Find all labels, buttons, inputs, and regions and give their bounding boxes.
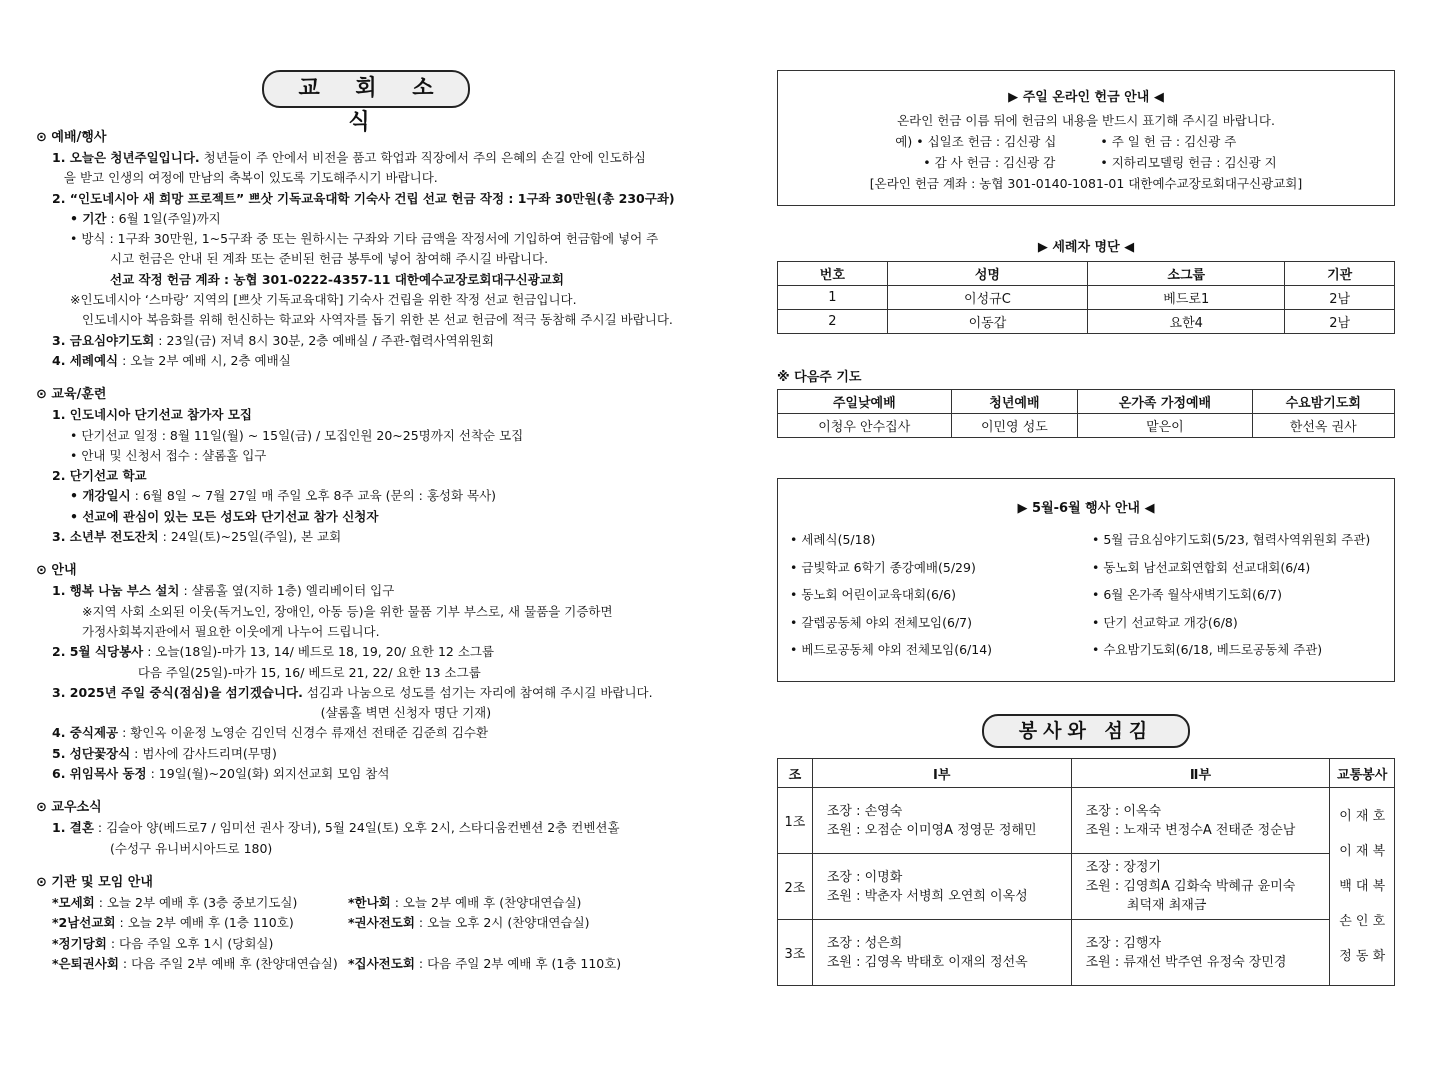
- section-heading: ⊙ 교우소식: [36, 800, 102, 816]
- service-line: 최덕재 최재금: [1085, 898, 1207, 913]
- news-line: [36, 486, 696, 506]
- offering-examples-left: [895, 131, 1056, 173]
- prayer-heading: ※ 다음주 기도: [777, 370, 862, 385]
- news-line: [36, 426, 696, 446]
- news-line-text: : 샬롬홀 옆(지하 1층) 엘리베이터 입구: [179, 583, 395, 599]
- org-row: [36, 934, 696, 954]
- org-info: : 다음 주일 2부 예배 후 (찬양대연습실): [118, 955, 338, 971]
- event-item: • 세례식(5/18): [790, 532, 876, 547]
- news-line-bold: 1. 결혼: [52, 820, 94, 836]
- org-name: *정기당회: [52, 935, 107, 951]
- news-line-text: 을 받고 인생의 여정에 만남의 축복이 있도록 기도해주시기 바랍니다.: [52, 170, 438, 186]
- example-sunday: • 주 일 헌 금 : 김신광 주: [1100, 134, 1237, 149]
- prayer-header-cell: 주일낮예배: [778, 390, 952, 414]
- section-heading: ⊙ 교육/훈련: [36, 387, 107, 403]
- right-column: [777, 70, 1395, 986]
- service-header-cell: Ⅱ부: [1071, 759, 1330, 788]
- service-row: [778, 854, 1395, 920]
- service-header-cell: 교통봉사: [1330, 759, 1395, 788]
- news-line: [36, 168, 696, 188]
- news-line: [36, 148, 696, 168]
- news-line: [36, 764, 696, 784]
- org-info: : 오늘 오후 2시 (찬양대연습실): [414, 915, 590, 931]
- service-part1: [812, 854, 1071, 920]
- news-line-bold: • 기간: [70, 210, 107, 226]
- service-part1: [812, 788, 1071, 854]
- event-item: • 6월 온가족 월삭새벽기도회(6/7): [1092, 587, 1282, 602]
- org-right: [348, 913, 590, 933]
- news-line-bold: 2. 단기선교 학교: [52, 468, 147, 484]
- example-tithe: • 십일조 헌금 : 김신광 십: [916, 134, 1057, 149]
- events-heading: ▶ 5월-6월 행사 안내 ◀: [1017, 501, 1155, 516]
- example-thanks: • 감 사 헌금 : 김신광 감: [923, 155, 1056, 170]
- news-line: [36, 723, 696, 743]
- prayer-header-cell: 청년예배: [951, 390, 1078, 414]
- news-line-text: : 오늘(18일)-마가 13, 14/ 베드로 18, 19, 20/ 요한 12 소그룹: [143, 644, 495, 660]
- service-header-cell: Ⅰ부: [812, 759, 1071, 788]
- service-line: 조원 : 김영희A 김화숙 박혜규 윤미숙: [1085, 879, 1296, 894]
- news-line: [36, 744, 696, 764]
- news-line-text: : 범사에 감사드리며(무명): [130, 745, 277, 761]
- news-line-text: : 19일(월)~20일(화) 외지선교회 모임 참석: [146, 766, 390, 782]
- offering-examples: [778, 131, 1394, 173]
- service-body: [778, 788, 1395, 986]
- events-box: [777, 478, 1395, 682]
- traffic-name: 백 대 복: [1339, 879, 1386, 894]
- news-line-bold: 2. “인도네시아 새 희망 프로젝트” 쁘삿 기독교육대학 기숙사 건립 선교 헌금 작정 : 1구좌 30만원(총 230구좌): [52, 190, 675, 206]
- example-remodel: • 지하리모델링 헌금 : 김신광 지: [1100, 155, 1277, 170]
- news-line-text: 가정사회복지관에서 필요한 이웃에게 나누어 드립니다.: [82, 623, 380, 639]
- news-line-text: (수성구 유니버시아드로 180): [110, 840, 273, 856]
- org-left: [52, 954, 348, 974]
- prayer-header-cell: 온가족 가정예배: [1078, 390, 1252, 414]
- service-line: 조장 : 성은희: [826, 935, 903, 951]
- service-part2: [1071, 920, 1330, 986]
- news-line-text: : 6월 1일(주일)까지: [106, 210, 221, 226]
- news-line-bold: 3. 2025년 주일 중식(점심)을 섬기겠습니다.: [52, 684, 303, 700]
- news-line-text: ※지역 사회 소외된 이웃(독거노인, 장애인, 아동 등)을 위한 물품 기부 부스로, 새 물품을 기증하면: [82, 603, 613, 619]
- org-name: *한나회: [348, 894, 391, 910]
- news-line: [36, 507, 696, 527]
- news-line-text: : 오늘 2부 예배 시, 2층 예배실: [118, 352, 291, 368]
- news-sections: [36, 126, 696, 859]
- offering-examples-right: [1100, 131, 1276, 173]
- event-item: • 수요밤기도회(6/18, 베드로공동체 주관): [1092, 642, 1323, 657]
- news-line-bold: 1. 인도네시아 단기선교 참가자 모집: [52, 407, 252, 423]
- events-list: [790, 526, 1382, 664]
- baptism-cell: 2: [778, 310, 888, 334]
- org-name: *2남선교회: [52, 915, 116, 931]
- baptism-body: [778, 286, 1395, 334]
- org-section: [36, 871, 696, 974]
- service-line: 조장 : 김행자: [1085, 935, 1162, 951]
- news-section: [36, 796, 696, 859]
- news-line-bold: 2. 5월 식당봉사: [52, 644, 144, 660]
- service-part1: [812, 920, 1071, 986]
- news-line: [36, 405, 696, 425]
- news-line-text: (샬롬홀 벽면 신청자 명단 기재): [110, 705, 492, 721]
- section-heading: ⊙ 예배/행사: [36, 130, 107, 145]
- event-item: • 동노회 어린이교육대회(6/6): [790, 587, 956, 602]
- news-line: [36, 189, 696, 209]
- news-line-text: 다음 주일(25일)-마가 15, 16/ 베드로 21, 22/ 요한 13 소그룹: [110, 664, 481, 680]
- org-row: [36, 913, 696, 933]
- prayer-row: [778, 414, 1395, 438]
- news-line: [36, 602, 696, 622]
- org-heading: ⊙ 기관 및 모임 안내: [36, 874, 153, 890]
- service-line: 조원 : 오점순 이미영A 정영문 정해민: [826, 822, 1037, 838]
- news-line-text: 시고 헌금은 안내 된 계좌 또는 준비된 헌금 봉투에 넣어 참여해 주시길 바랍니다.: [110, 251, 549, 267]
- example-lead: 예): [895, 134, 913, 149]
- baptism-cell: 2남: [1285, 286, 1395, 310]
- org-left: [52, 913, 348, 933]
- news-line-text: : 황인옥 이윤정 노영순 김인덕 신경수 류재선 전태준 김준희 김수환: [118, 725, 489, 741]
- news-line-bold: 1. 오늘은 청년주일입니다.: [52, 150, 200, 165]
- baptism-cell: 이성규C: [887, 286, 1088, 310]
- org-row: [36, 893, 696, 913]
- news-line-text: ※인도네시아 ‘스마랑’ 지역의 [쁘삿 기독교육대학] 기숙사 건립을 위한 작정 선교 헌금입니다.: [70, 292, 577, 308]
- service-part2: [1071, 854, 1330, 920]
- org-info: : 다음 주일 오후 1시 (당회실): [106, 935, 274, 951]
- service-line: 조원 : 노재국 변정수A 전태준 정순남: [1085, 822, 1296, 838]
- service-line: 조원 : 박춘자 서병희 오연희 이옥성: [826, 888, 1028, 904]
- news-line-bold: 6. 위임목사 동정: [52, 766, 147, 782]
- org-left: [52, 934, 348, 954]
- service-line: 조장 : 이명화: [826, 869, 903, 885]
- online-offering-heading: ▶ 주일 온라인 헌금 안내 ◀: [1008, 90, 1164, 105]
- prayer-header-cell: 수요밤기도회: [1252, 390, 1394, 414]
- traffic-name: 이 재 복: [1339, 844, 1386, 859]
- service-line: 조장 : 이옥숙: [1085, 803, 1162, 819]
- section-heading: ⊙ 안내: [36, 563, 77, 579]
- traffic-name: 이 재 호: [1339, 809, 1386, 824]
- news-line-bold: 3. 소년부 전도잔치: [52, 529, 159, 545]
- prayer-cell: 이청우 안수집사: [778, 414, 952, 438]
- news-line: [36, 818, 696, 838]
- news-section: [36, 383, 696, 547]
- news-line: [36, 683, 696, 703]
- org-info: : 오늘 2부 예배 후 (3층 중보기도실): [94, 894, 298, 910]
- news-line: [36, 703, 696, 723]
- news-line-text: 인도네시아 복음화를 위해 헌신하는 학교와 사역자를 돕기 위한 본 선교 헌금에 적극 동참해 주시길 바랍니다.: [82, 312, 673, 328]
- baptism-caption: ▶ 세례자 명단 ◀: [1037, 240, 1135, 255]
- baptism-header-cell: 성명: [887, 262, 1088, 286]
- news-line: [36, 446, 696, 466]
- org-name: *권사전도회: [348, 915, 415, 931]
- org-left: [52, 893, 348, 913]
- service-header-cell: 조: [778, 759, 813, 788]
- baptism-header-row: [778, 262, 1395, 286]
- news-line: [36, 290, 696, 310]
- news-line-text: • 안내 및 신청서 접수 : 샬롬홀 입구: [70, 447, 267, 463]
- service-group: 1조: [778, 788, 813, 854]
- news-line-text: 섬김과 나눔으로 성도를 섬기는 자리에 참여해 주시길 바랍니다.: [302, 684, 653, 700]
- org-right: [348, 954, 621, 974]
- news-line: [36, 527, 696, 547]
- online-offering-sub: 온라인 헌금 이름 뒤에 헌금의 내용을 반드시 표기해 주시길 바랍니다.: [897, 113, 1275, 128]
- org-right: [348, 893, 581, 913]
- news-section: [36, 559, 696, 784]
- baptism-cell: 요한4: [1088, 310, 1285, 334]
- news-line-text: : 6월 8일 ~ 7월 27일 매 주일 오후 8주 교육 (문의 : 홍성화 목사): [130, 488, 497, 504]
- baptism-header-cell: 소그룹: [1088, 262, 1285, 286]
- news-line: [36, 331, 696, 351]
- news-line: [36, 663, 696, 683]
- prayer-table: [777, 389, 1395, 438]
- baptism-row: [778, 286, 1395, 310]
- event-item: • 금빛학교 6학기 종강예배(5/29): [790, 559, 976, 575]
- news-line: [36, 270, 696, 290]
- news-line: [36, 839, 696, 859]
- news-line-text: : 23일(금) 저녁 8시 30분, 2층 예배실 / 주관-협력사역위원회: [154, 332, 494, 348]
- news-line-bold: 5. 성단꽃장식: [52, 745, 131, 761]
- news-line: [36, 209, 696, 229]
- org-info: : 오늘 2부 예배 후 (찬양대연습실): [390, 894, 582, 910]
- traffic-name: 정 동 화: [1339, 949, 1386, 964]
- news-line: [36, 622, 696, 642]
- church-news-column: [36, 70, 696, 974]
- traffic-volunteers: [1330, 788, 1395, 986]
- org-name: *모세회: [52, 894, 95, 910]
- news-line: [36, 249, 696, 269]
- traffic-name: 손 인 호: [1339, 914, 1386, 929]
- news-line-text: • 단기선교 일정 : 8월 11일(월) ~ 15일(금) / 모집인원 20~25명까지 선착순 모집: [70, 427, 524, 443]
- baptism-header-cell: 기관: [1285, 262, 1395, 286]
- service-row: [778, 788, 1395, 854]
- news-line-bold: • 선교에 관심이 있는 모든 성도와 단기선교 참가 신청자: [70, 508, 379, 524]
- news-line-bold: 3. 금요심야기도회: [52, 332, 155, 348]
- news-line: [36, 351, 696, 371]
- news-line-text: • 방식 : 1구좌 30만원, 1~5구좌 중 또는 원하시는 구좌와 기타 금액을 작정서에 기입하여 헌금함에 넣어 주: [70, 231, 659, 247]
- prayer-cell: 이민영 성도: [951, 414, 1078, 438]
- baptism-cell: 1: [778, 286, 888, 310]
- service-part2: [1071, 788, 1330, 854]
- baptism-header-cell: 번호: [778, 262, 888, 286]
- prayer-cell: 한선옥 권사: [1252, 414, 1394, 438]
- org-row: [36, 954, 696, 974]
- news-line: [36, 229, 696, 249]
- service-row: [778, 920, 1395, 986]
- baptism-cell: 이동갑: [887, 310, 1088, 334]
- service-line: 조원 : 류재선 박주연 유정숙 장민경: [1085, 954, 1287, 970]
- news-line: [36, 310, 696, 330]
- news-line-bold: 선교 작정 헌금 계좌 : 농협 301-0222-4357-11 대한예수교장로회대구신광교회: [110, 271, 564, 287]
- service-group: 2조: [778, 854, 813, 920]
- prayer-header-row: [778, 390, 1395, 414]
- baptism-table: [777, 261, 1395, 334]
- service-title: 봉사와 섬김: [982, 714, 1190, 748]
- church-news-title: 교 회 소 식: [262, 70, 470, 108]
- news-line: [36, 581, 696, 601]
- news-section: [36, 126, 696, 371]
- org-name: *집사전도회: [348, 955, 415, 971]
- event-item: • 동노회 남선교회연합회 선교대회(6/4): [1092, 559, 1311, 575]
- event-item: • 5월 금요심야기도회(5/23, 협력사역위원회 주관): [1092, 532, 1371, 547]
- baptism-cell: 베드로1: [1088, 286, 1285, 310]
- service-line: 조장 : 손영숙: [826, 803, 903, 819]
- events-right-column: [1092, 526, 1382, 664]
- news-line-text: 청년들이 주 안에서 비전을 품고 학업과 직장에서 주의 은혜의 손길 안에 인도하심: [199, 150, 646, 165]
- news-line: [36, 466, 696, 486]
- event-item: • 갈렙공동체 야외 전체모임(6/7): [790, 614, 972, 630]
- online-offering-box: [777, 70, 1395, 206]
- news-line-text: : 김슬아 양(베드로7 / 임미선 권사 장녀), 5월 24일(토) 오후 2시, 스타디움컨벤션 2층 컨벤션홀: [93, 820, 620, 836]
- prayer-cell: 맡은이: [1078, 414, 1252, 438]
- event-item: • 베드로공동체 야외 전체모임(6/14): [790, 642, 993, 657]
- service-line: 조원 : 김영옥 박태호 이재의 정선옥: [826, 954, 1028, 970]
- org-list: [36, 893, 696, 974]
- baptism-row: [778, 310, 1395, 334]
- event-item: • 단기 선교학교 개강(6/8): [1092, 614, 1238, 630]
- news-line-bold: 4. 중식제공: [52, 725, 119, 741]
- news-line: [36, 642, 696, 662]
- news-line-bold: 4. 세례예식: [52, 352, 119, 368]
- service-line: 조장 : 장정기: [1085, 860, 1162, 875]
- news-line-bold: • 개강일시: [70, 488, 131, 504]
- events-left-column: [790, 526, 992, 664]
- service-group: 3조: [778, 920, 813, 986]
- online-offering-account: [온라인 헌금 계좌 : 농협 301-0140-1081-01 대한예수교장로회대구신광교회]: [869, 176, 1303, 191]
- org-info: : 다음 주일 2부 예배 후 (1층 110호): [414, 955, 622, 971]
- baptism-cell: 2남: [1285, 310, 1395, 334]
- org-name: *은퇴권사회: [52, 955, 119, 971]
- service-header-row: [778, 759, 1395, 788]
- news-line-text: : 24일(토)~25일(주일), 본 교회: [158, 529, 342, 545]
- service-table: [777, 758, 1395, 986]
- news-line-bold: 1. 행복 나눔 부스 설치: [52, 583, 180, 599]
- org-info: : 오늘 2부 예배 후 (1층 110호): [115, 915, 294, 931]
